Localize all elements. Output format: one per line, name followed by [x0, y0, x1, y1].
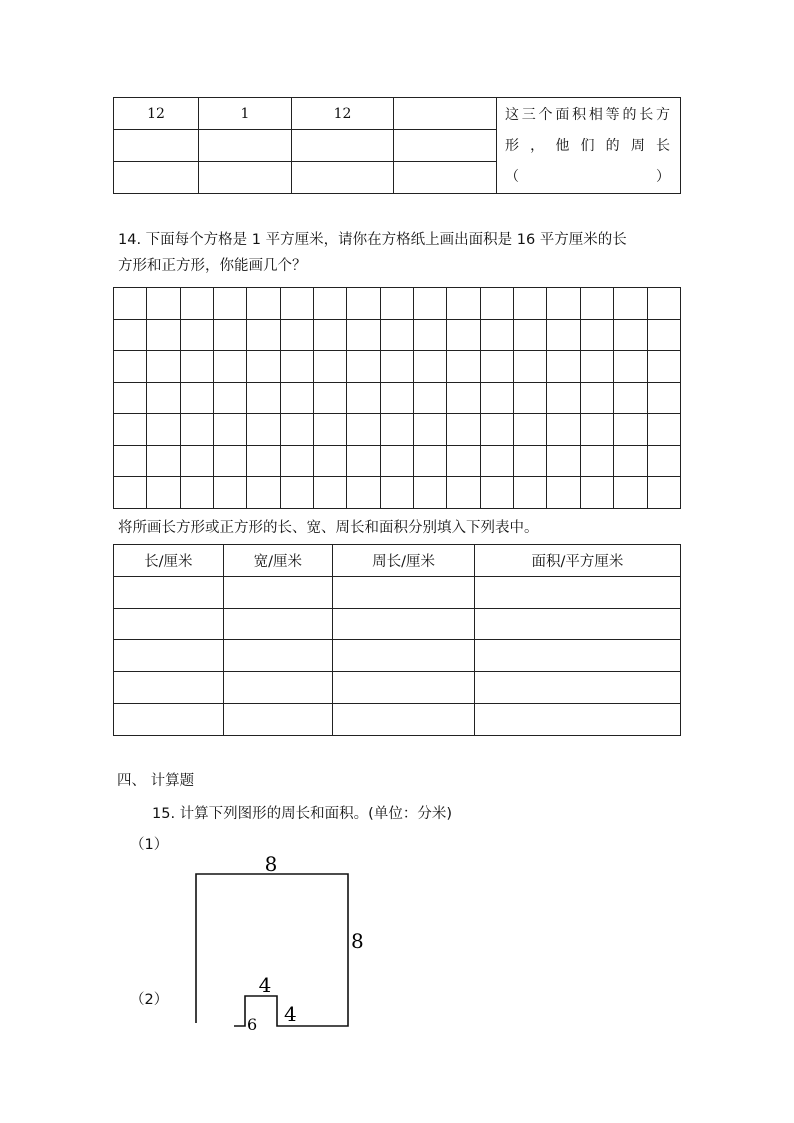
grid-cell[interactable]: [547, 414, 580, 446]
cell: 12: [114, 98, 199, 130]
grid-cell[interactable]: [447, 288, 480, 320]
grid-cell[interactable]: [480, 382, 513, 414]
grid-cell[interactable]: [514, 382, 547, 414]
grid-cell[interactable]: [214, 288, 247, 320]
grid-cell[interactable]: [214, 319, 247, 351]
grid-cell[interactable]: [414, 477, 447, 509]
grid-cell[interactable]: [514, 445, 547, 477]
grid-cell[interactable]: [647, 319, 681, 351]
q14-text: [118, 227, 688, 279]
label-notch-left: 6: [247, 1015, 258, 1034]
part-1-label: （1）: [130, 837, 169, 853]
answer-cell[interactable]: [223, 703, 333, 735]
note-line: 这三个面积相等的长方: [505, 107, 670, 123]
q14-line2: 方形和正方形，你能画几个？: [118, 258, 307, 274]
grid-cell[interactable]: [480, 477, 513, 509]
grid-cell[interactable]: [280, 319, 313, 351]
grid-cell[interactable]: [380, 414, 413, 446]
grid-cell[interactable]: [214, 414, 247, 446]
fill-prompt: 将所画长方形或正方形的长、宽、周长和面积分别填入下列表中。: [118, 520, 539, 536]
grid-cell[interactable]: [314, 445, 347, 477]
answer-cell[interactable]: [114, 576, 224, 608]
cell: [394, 98, 497, 130]
grid-cell[interactable]: [247, 445, 280, 477]
grid-cell[interactable]: [547, 288, 580, 320]
grid-cell[interactable]: [380, 319, 413, 351]
answer-cell[interactable]: [474, 608, 680, 640]
grid-cell[interactable]: [147, 351, 180, 383]
grid-cell[interactable]: [314, 477, 347, 509]
table-row: [114, 608, 681, 640]
grid-cell[interactable]: [614, 477, 647, 509]
grid-cell[interactable]: [547, 382, 580, 414]
grid-cell[interactable]: [114, 477, 147, 509]
grid-cell[interactable]: [614, 445, 647, 477]
grid-cell[interactable]: [647, 382, 681, 414]
grid-cell[interactable]: [647, 477, 681, 509]
grid-cell[interactable]: [647, 351, 681, 383]
cell: [114, 162, 199, 194]
table-header: 宽/厘米: [223, 545, 333, 577]
grid-cell[interactable]: [447, 382, 480, 414]
grid-cell[interactable]: [347, 351, 380, 383]
grid-cell[interactable]: [180, 414, 213, 446]
grid-cell[interactable]: [247, 288, 280, 320]
answer-cell[interactable]: [223, 576, 333, 608]
top-table: [113, 97, 681, 194]
cell: [199, 130, 292, 162]
grid-cell[interactable]: [514, 414, 547, 446]
table-header: 周长/厘米: [333, 545, 475, 577]
grid-cell[interactable]: [414, 351, 447, 383]
answer-cell[interactable]: [223, 608, 333, 640]
grid-cell[interactable]: [147, 445, 180, 477]
grid-cell[interactable]: [147, 319, 180, 351]
figure-shape: [180, 850, 380, 1040]
note-line: （ ）: [505, 169, 670, 185]
table-row: [114, 576, 681, 608]
grid-cell[interactable]: [147, 382, 180, 414]
grid-cell[interactable]: [380, 351, 413, 383]
answer-cell[interactable]: [114, 640, 224, 672]
grid-cell[interactable]: [114, 382, 147, 414]
answer-cell[interactable]: [114, 703, 224, 735]
grid-cell[interactable]: [280, 351, 313, 383]
label-top: 8: [264, 852, 278, 876]
grid-cell[interactable]: [547, 351, 580, 383]
grid-cell[interactable]: [314, 382, 347, 414]
grid-cell[interactable]: [247, 319, 280, 351]
grid-cell[interactable]: [614, 382, 647, 414]
grid-paper[interactable]: [113, 287, 681, 509]
grid-cell[interactable]: [114, 414, 147, 446]
grid-cell[interactable]: [214, 382, 247, 414]
grid-cell[interactable]: [480, 319, 513, 351]
grid-cell[interactable]: [280, 382, 313, 414]
grid-cell[interactable]: [480, 351, 513, 383]
grid-cell[interactable]: [580, 445, 613, 477]
grid-cell[interactable]: [180, 288, 213, 320]
table-header: 面积/平方厘米: [474, 545, 680, 577]
grid-cell[interactable]: [180, 445, 213, 477]
table-row: [114, 640, 681, 672]
note-line: 形，他们的周长: [505, 138, 670, 154]
grid-cell[interactable]: [414, 414, 447, 446]
grid-cell[interactable]: [247, 382, 280, 414]
grid-cell[interactable]: [314, 319, 347, 351]
grid-cell[interactable]: [114, 445, 147, 477]
grid-cell[interactable]: [514, 477, 547, 509]
grid-cell[interactable]: [614, 288, 647, 320]
grid-cell[interactable]: [380, 288, 413, 320]
grid-cell[interactable]: [614, 414, 647, 446]
answer-cell[interactable]: [333, 703, 475, 735]
grid-cell[interactable]: [180, 477, 213, 509]
answer-cell[interactable]: [333, 640, 475, 672]
grid-cell[interactable]: [647, 445, 681, 477]
grid-cell[interactable]: [580, 477, 613, 509]
cell: [199, 162, 292, 194]
grid-cell[interactable]: [380, 382, 413, 414]
cell: [292, 130, 394, 162]
grid-cell[interactable]: [447, 414, 480, 446]
figure-outline: [196, 874, 348, 1026]
grid-cell[interactable]: [647, 414, 681, 446]
grid-cell[interactable]: [347, 288, 380, 320]
part-2-label: （2）: [130, 992, 169, 1008]
grid-cell[interactable]: [480, 414, 513, 446]
grid-cell[interactable]: [314, 288, 347, 320]
q15-text: 15. 计算下列图形的周长和面积。(单位：分米): [152, 806, 452, 822]
label-right: 8: [351, 929, 364, 953]
table-row: [114, 672, 681, 704]
grid-cell[interactable]: [114, 288, 147, 320]
grid-cell[interactable]: [447, 319, 480, 351]
grid-cell[interactable]: [180, 319, 213, 351]
grid-cell[interactable]: [447, 445, 480, 477]
table-row: [114, 703, 681, 735]
cell: 12: [292, 98, 394, 130]
grid-cell[interactable]: [647, 288, 681, 320]
grid-cell[interactable]: [314, 414, 347, 446]
grid-cell[interactable]: [347, 477, 380, 509]
table-header: 长/厘米: [114, 545, 224, 577]
cell: [114, 130, 199, 162]
answer-table: [113, 544, 681, 736]
grid-cell[interactable]: [347, 445, 380, 477]
grid-cell[interactable]: [347, 382, 380, 414]
cell: [292, 162, 394, 194]
grid-cell[interactable]: [247, 351, 280, 383]
grid-cell[interactable]: [614, 351, 647, 383]
grid-cell[interactable]: [147, 477, 180, 509]
answer-cell[interactable]: [333, 576, 475, 608]
q14-line1: 14. 下面每个方格是 1 平方厘米，请你在方格纸上画出面积是 16 平方厘米的长: [118, 232, 627, 248]
grid-cell[interactable]: [347, 319, 380, 351]
grid-cell[interactable]: [414, 288, 447, 320]
grid-cell[interactable]: [214, 351, 247, 383]
grid-cell[interactable]: [580, 288, 613, 320]
grid-cell[interactable]: [380, 477, 413, 509]
grid-cell[interactable]: [414, 382, 447, 414]
answer-cell[interactable]: [114, 672, 224, 704]
grid-cell[interactable]: [247, 477, 280, 509]
answer-cell[interactable]: [474, 576, 680, 608]
grid-cell[interactable]: [180, 382, 213, 414]
cell: [394, 162, 497, 194]
answer-cell[interactable]: [474, 703, 680, 735]
grid-cell[interactable]: [280, 445, 313, 477]
cell: 1: [199, 98, 292, 130]
grid-cell[interactable]: [180, 351, 213, 383]
grid-cell[interactable]: [214, 477, 247, 509]
grid-cell[interactable]: [414, 445, 447, 477]
section-heading: 四、 计算题: [117, 773, 195, 789]
grid-cell[interactable]: [147, 414, 180, 446]
grid-cell[interactable]: [447, 477, 480, 509]
grid-cell[interactable]: [447, 351, 480, 383]
answer-cell[interactable]: [474, 640, 680, 672]
grid-cell[interactable]: [580, 351, 613, 383]
grid-cell[interactable]: [280, 477, 313, 509]
cell: [394, 130, 497, 162]
note-cell: [497, 98, 681, 194]
grid-cell[interactable]: [547, 477, 580, 509]
grid-cell[interactable]: [547, 319, 580, 351]
grid-cell[interactable]: [514, 351, 547, 383]
grid-cell[interactable]: [480, 288, 513, 320]
answer-cell[interactable]: [474, 672, 680, 704]
label-notch-top: 4: [258, 973, 272, 997]
grid-cell[interactable]: [114, 319, 147, 351]
answer-cell[interactable]: [223, 672, 333, 704]
answer-cell[interactable]: [333, 672, 475, 704]
answer-cell[interactable]: [223, 640, 333, 672]
grid-cell[interactable]: [380, 445, 413, 477]
answer-cell[interactable]: [333, 608, 475, 640]
grid-cell[interactable]: [547, 445, 580, 477]
grid-cell[interactable]: [614, 319, 647, 351]
grid-cell[interactable]: [514, 288, 547, 320]
grid-cell[interactable]: [347, 414, 380, 446]
label-bottom-right: 4: [284, 1002, 297, 1026]
grid-cell[interactable]: [480, 445, 513, 477]
grid-cell[interactable]: [280, 288, 313, 320]
grid-cell[interactable]: [280, 414, 313, 446]
grid-cell[interactable]: [414, 319, 447, 351]
grid-cell[interactable]: [580, 382, 613, 414]
grid-cell[interactable]: [114, 351, 147, 383]
grid-cell[interactable]: [514, 319, 547, 351]
grid-cell[interactable]: [580, 319, 613, 351]
grid-cell[interactable]: [314, 351, 347, 383]
answer-cell[interactable]: [114, 608, 224, 640]
grid-cell[interactable]: [580, 414, 613, 446]
grid-cell[interactable]: [247, 414, 280, 446]
grid-cell[interactable]: [147, 288, 180, 320]
grid-cell[interactable]: [214, 445, 247, 477]
